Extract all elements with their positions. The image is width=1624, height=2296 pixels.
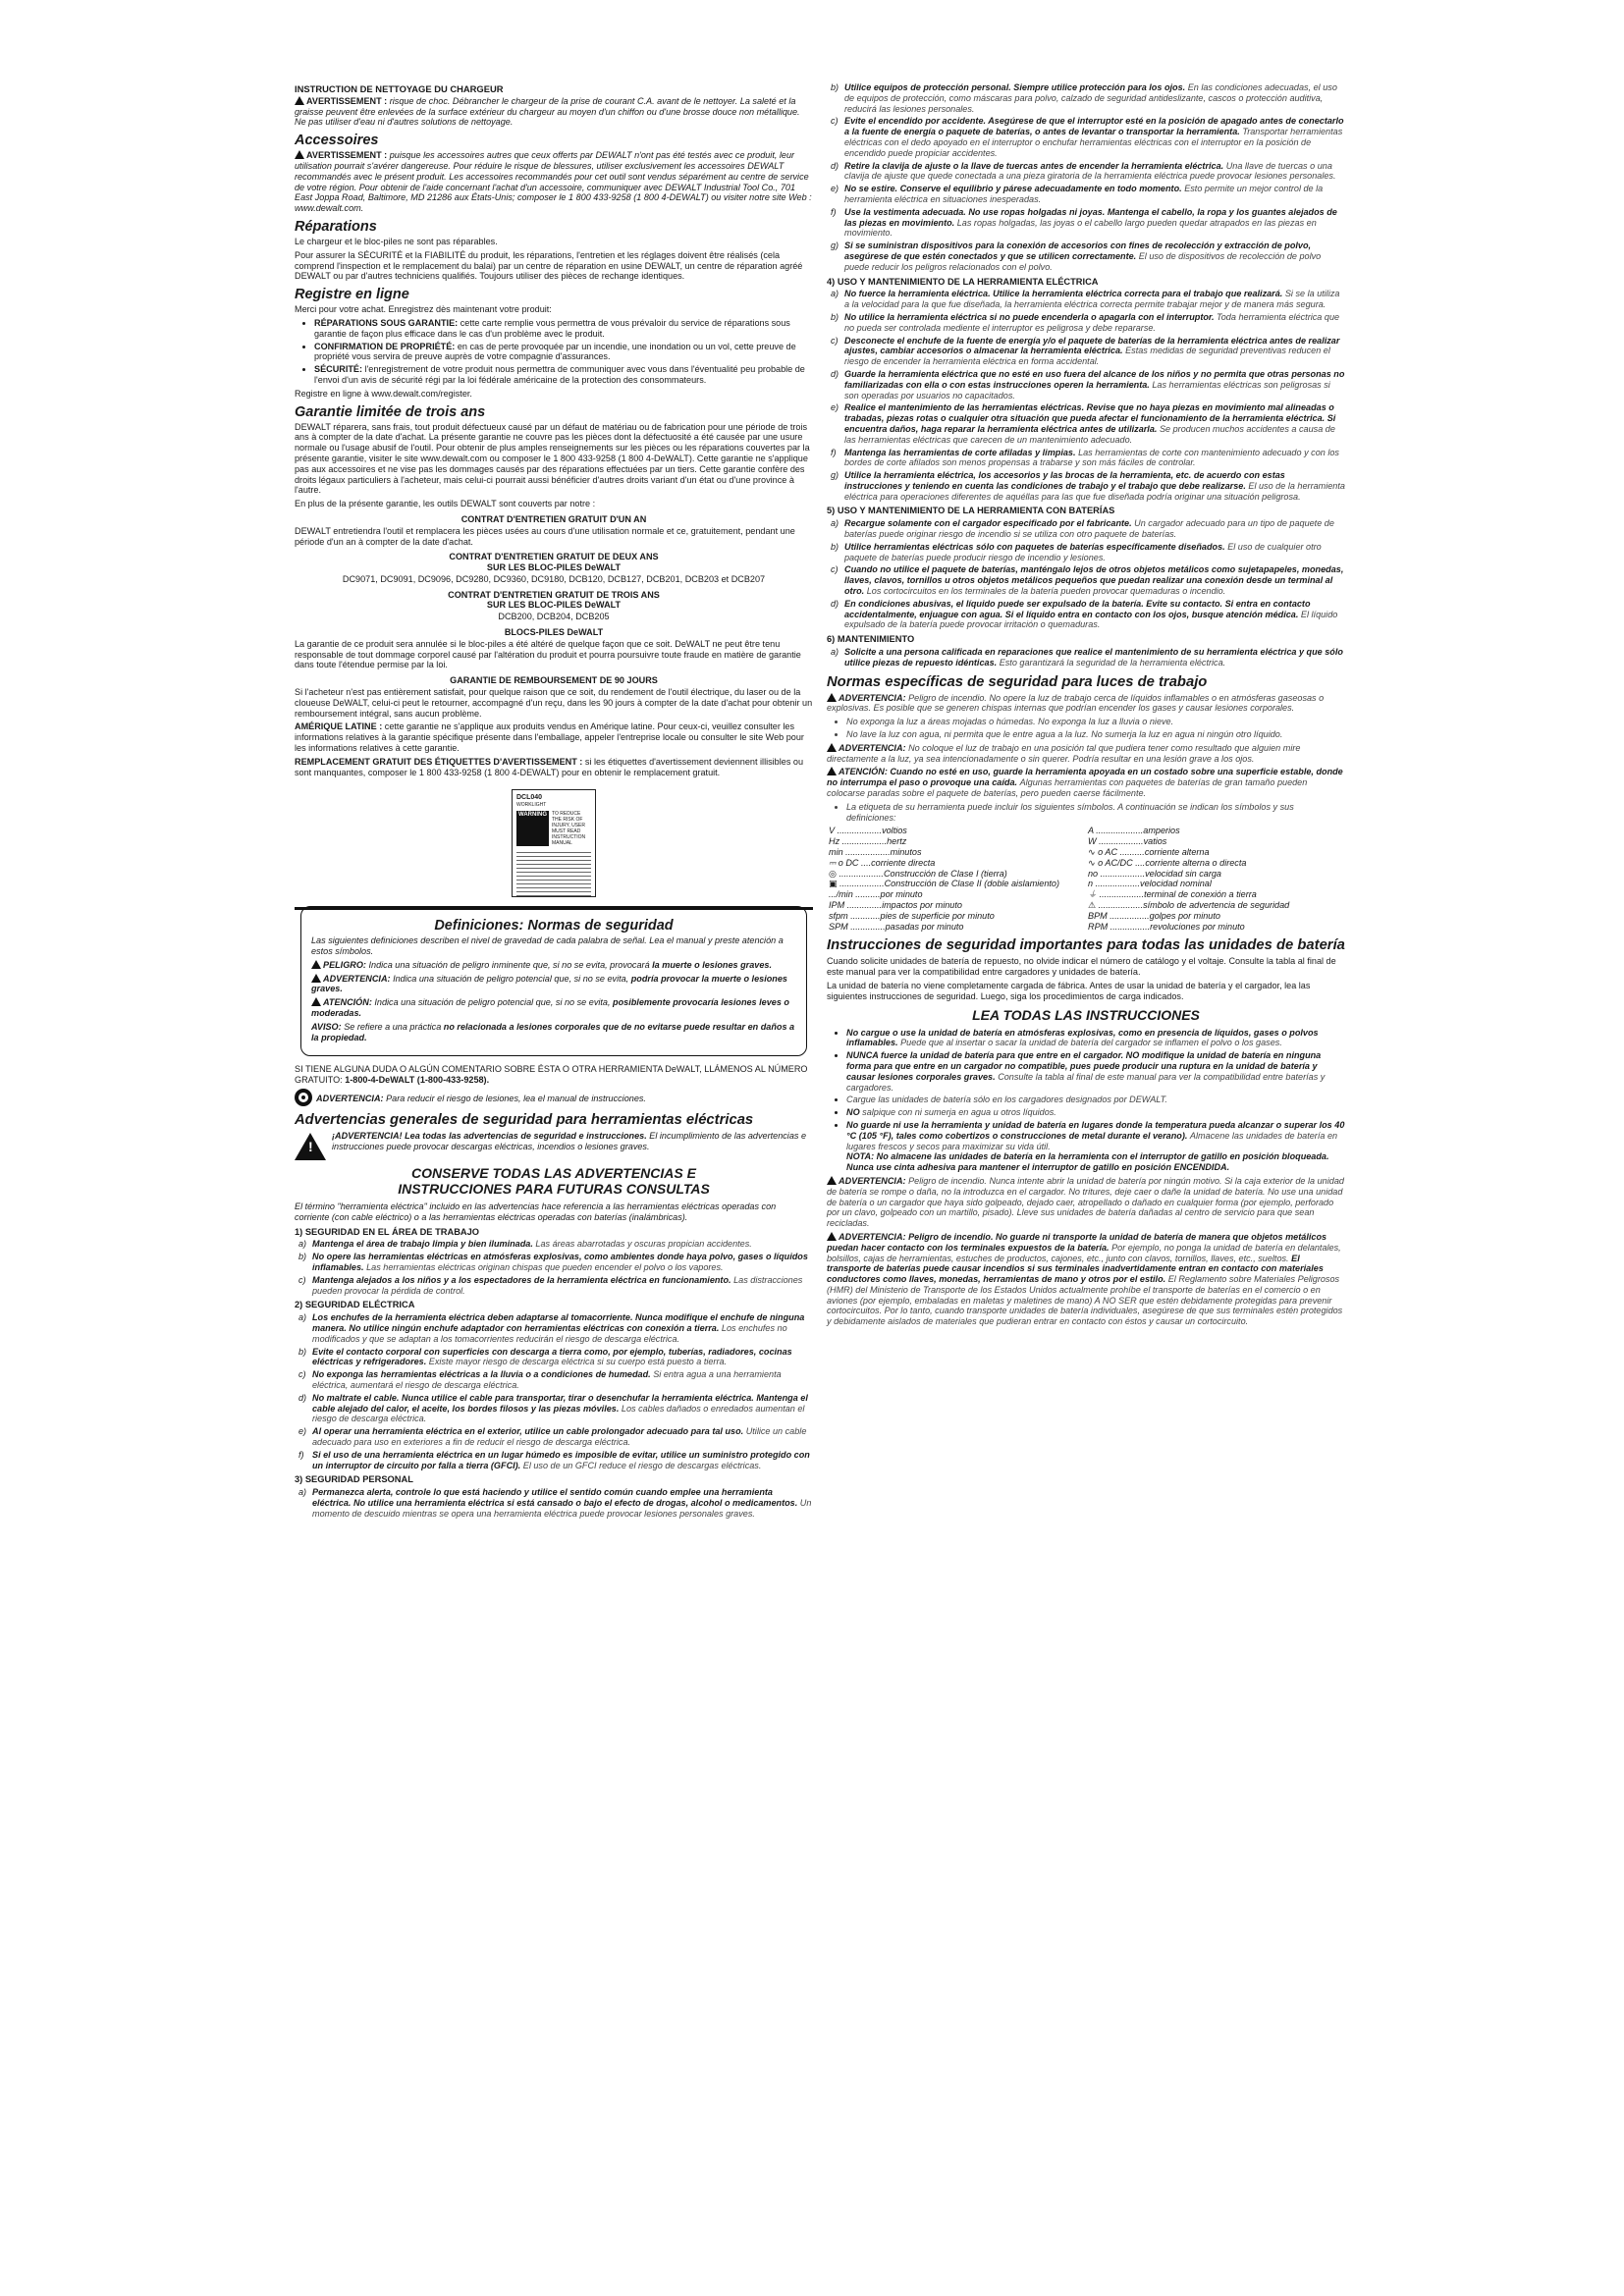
labels-paragraph bbox=[295, 757, 813, 778]
battery-safety-title: Instrucciones de seguridad importantes para todas las unidades de batería bbox=[827, 937, 1345, 954]
registration-title: Registre en ligne bbox=[295, 287, 409, 303]
section-5-list bbox=[827, 518, 1345, 630]
keep-instructions-title bbox=[295, 1165, 813, 1197]
item-text: Consulte la tabla al final de este manual para ver la compatibilidad entre baterías y cargadores. bbox=[846, 1071, 1326, 1093]
def-text: Indica una situación de peligro potencial que, si no se evita, bbox=[393, 973, 629, 984]
item-bold: No exponga las herramientas eléctricas a la lluvia o a condiciones de humedad. bbox=[312, 1369, 651, 1380]
item-text: Las ropas holgadas, las joyas o el cabello largo pueden quedar atrapados en las piezas en movimiento. bbox=[844, 217, 1317, 239]
item-bold: Cuando no utilice el paquete de baterías, manténgalo lejos de otros objetos metálicos como sujetapapeles, monedas, llaves, clavos, tornillos u otros objetos metálicos pequeños que puedan realizar una conexión desde un terminal al otro. bbox=[844, 564, 1344, 597]
item-bold: Permanezca alerta, controle lo que está haciendo y utilice el sentido común cuando emplee una herramienta eléctrica. No utilice una herramienta eléctrica si está cansado o bajo el efecto de drogas, alcohol o medicamentos. bbox=[312, 1487, 798, 1508]
section-5-title: 5) USO Y MANTENIMIENTO DE LA HERRAMIENTA CON BATERÍAS bbox=[827, 506, 1115, 516]
list-item bbox=[298, 1449, 813, 1471]
warning-lead: ADVERTENCIA: bbox=[839, 742, 906, 753]
item-letter: b) bbox=[831, 541, 839, 552]
item-letter: c) bbox=[831, 116, 839, 127]
warning-triangle-icon bbox=[827, 767, 837, 775]
item-bold: Retire la clavija de ajuste o la llave de tuercas antes de encender la herramienta eléctrica. bbox=[844, 160, 1224, 171]
table-cell: no ..................velocidad sin carga bbox=[1088, 868, 1221, 879]
list-item bbox=[831, 598, 1345, 630]
warning-triangle-icon bbox=[311, 974, 321, 983]
section-1-list bbox=[295, 1239, 813, 1296]
table-row bbox=[827, 826, 1345, 836]
item-bold: Utilice herramientas eléctricas sólo con paquetes de baterías específicamente diseñados. bbox=[844, 541, 1225, 552]
list-item bbox=[298, 1346, 813, 1368]
def-tail: podría provocar la muerte o lesiones graves. bbox=[311, 973, 787, 994]
item-text: Existe mayor riesgo de descarga eléctrica si su cuerpo está puesto a tierra. bbox=[428, 1357, 728, 1367]
table-row bbox=[827, 911, 1345, 922]
item-text: Los cables dañados o enredados aumentan el riesgo de descarga eléctrica. bbox=[312, 1403, 805, 1424]
list-item: • La etiqueta de su herramienta puede incluir los siguientes símbolos. A continuación se indican los símbolos y sus definiciones: bbox=[846, 802, 1345, 824]
caution-lead: ATENCIÓN: Cuando no esté en uso, guarde la herramienta apoyada en un costado sobre una superficie estable, donde no interrumpa el paso o provoque una caída. bbox=[827, 767, 1343, 788]
read-manual-warning bbox=[295, 1089, 813, 1106]
item-text: Las herramientas eléctricas originan chispas que pueden encender el polvo o los vapores. bbox=[366, 1261, 724, 1272]
item-bold: Mantenga el área de trabajo limpia y bien iluminada. bbox=[312, 1239, 533, 1250]
list-item bbox=[846, 1050, 1345, 1093]
item-text: Un momento de descuido mientras se opera una herramienta eléctrica puede provocar lesiones personales graves. bbox=[312, 1497, 812, 1519]
worklight-bullets bbox=[827, 717, 1345, 740]
table-row bbox=[827, 922, 1345, 933]
contract-3-subtitle: SUR LES BLOC-PILES DeWALT bbox=[486, 600, 622, 611]
contract-2-title: CONTRAT D'ENTRETIEN GRATUIT DE DEUX ANS bbox=[449, 552, 659, 562]
def-text: Indica una situación de peligro potencial que, si no se evita, bbox=[374, 997, 611, 1008]
section-1-title: 1) SEGURIDAD EN EL ÁREA DE TRABAJO bbox=[295, 1226, 480, 1237]
list-item bbox=[831, 402, 1345, 445]
list-item bbox=[831, 518, 1345, 540]
general-warnings-title: Advertencias generales de seguridad para herramientas eléctricas bbox=[295, 1112, 754, 1128]
cleaning-paragraph bbox=[295, 96, 813, 128]
item-letter: g) bbox=[831, 240, 839, 251]
item-letter: e) bbox=[831, 402, 839, 413]
keep-instructions-text: El término "herramienta eléctrica" incluido en las advertencias hace referencia a las herramientas eléctricas operadas con corriente (con cable eléctrico) o a las herramientas eléctricas operadas con baterías (inalámbricas). bbox=[295, 1201, 777, 1222]
item-letter: d) bbox=[831, 368, 839, 379]
list-item bbox=[831, 335, 1345, 367]
labels-lead: REMPLACEMENT GRATUIT DES ÉTIQUETTES D'AVERTISSEMENT : bbox=[295, 756, 583, 767]
definition-item bbox=[311, 997, 796, 1019]
section-4-title: 4) USO Y MANTENIMIENTO DE LA HERRAMIENTA ELÉCTRICA bbox=[827, 276, 1099, 287]
def-tail: posiblemente provocaría lesiones leves o moderadas. bbox=[311, 997, 789, 1019]
item-text: Los enchufes no modificados y que se adaptan a los tomacorrientes reducirán el riesgo de descarga eléctrica. bbox=[312, 1322, 787, 1344]
table-row bbox=[827, 836, 1345, 847]
list-item bbox=[831, 368, 1345, 400]
table-cell: IPM ..............impactos por minuto bbox=[829, 899, 962, 910]
warning-lead: ADVERTENCIA: bbox=[839, 692, 906, 703]
symbols-table bbox=[827, 826, 1345, 932]
warranty-title: Garantie limitée de trois ans bbox=[295, 403, 486, 420]
item-letter: f) bbox=[831, 447, 837, 457]
item-text: El uso de cualquier otro paquete de baterías puede producir riesgo de incendio y lesiones. bbox=[844, 541, 1322, 562]
warning-triangle-icon bbox=[827, 1232, 837, 1241]
section-3-title: 3) SEGURIDAD PERSONAL bbox=[295, 1474, 413, 1485]
caution-text: Algunas herramientas con paquetes de baterías de gran tamaño pueden colocarse paradas sobre el paquete de baterías, pero pueden caerse fácilmente. bbox=[827, 777, 1308, 799]
warning-tail: El Reglamento sobre Materiales Peligrosos (HMR) del Ministerio de Transporte de los Estados Unidos actualmente prohíbe el transporte de baterías en el comercio o en aviones (por ejemplo, embaladas en maletas y maletines de mano) A NO SER que estén debidamente protegidas para prevenir cortocircuitos. Por lo tanto, cuando transporte unidades de batería individuales, asegúrese de que sus terminales estén protegidos y debidamente aislados de materiales que pudieran entrar en contacto con éstos y causar un cortocircuito. bbox=[827, 1274, 1343, 1327]
registration-list bbox=[295, 318, 813, 386]
item-bold: No se estire. Conserve el equilibrio y párese adecuadamente en todo momento. bbox=[844, 184, 1182, 194]
warning-lead: AVERTISSEMENT : bbox=[306, 150, 388, 161]
list-item bbox=[831, 647, 1345, 668]
item-text: cette carte remplie vous permettra de vous prévaloir du service de réparations sous garantie de façon plus efficace dans le cas d'un problème avec le produit. bbox=[314, 317, 790, 339]
warranty-p1: DEWALT réparera, sans frais, tout produit défectueux causé par un défaut de matériau ou de fabrication pour une période de trois ans à compter de la date d'achat. La présente garantie ne couvre pas les pièces dont la défectuosité a été causée par une usure normale ou l'usage abusif de l'outil. Pour obtenir de plus amples renseignements sur les pièces ou les réparations couvertes par la présente garantie, visiter le site www.dewalt.com ou composer le 1 800 433-9258 (1 800 4-DeWALT). Cette garantie ne s'applique pas aux accessoires et ne vise pas les dommages causés par des réparations effectuées par un tiers. Cette garantie confère des droits légaux particuliers à l'acheteur, mais celui-ci pourrait aussi bénéficier d'autres droits variant d'un état ou d'une province à l'autre. bbox=[295, 421, 810, 496]
battery-bullets bbox=[827, 1028, 1345, 1173]
symbols-intro-list bbox=[827, 802, 1345, 824]
item-note: NOTA: No almacene las unidades de batería en la herramienta con el interruptor de gatillo en posición bloqueada. Nunca use cinta adhesiva para mantener el interruptor de gatillo en posición ENCENDIDA. bbox=[846, 1151, 1329, 1173]
battery-packs-text: La garantie de ce produit sera annulée si le bloc-piles a été altéré de quelque façon que ce soit. DeWALT ne peut être tenu responsable de tout dommage corporel causé par l'altération du produit et pourra poursuivre toute fraude en matière de garantie dans toute l'étendue permise par la loi. bbox=[295, 638, 801, 670]
item-letter: a) bbox=[831, 518, 839, 529]
list-item bbox=[846, 1120, 1345, 1173]
list-item bbox=[298, 1274, 813, 1297]
battery-warning-1 bbox=[827, 1176, 1345, 1229]
cleaning-text: risque de choc. Débrancher le chargeur de la prise de courant C.A. avant de le nettoyer. La saleté et la graisse peuvent être enlevées de la surface extérieur du chargeur au moyen d'un chiffon ou d'une brosse douce non métallique. Ne pas utiliser d'eau ni d'autres solutions de nettoyage. bbox=[295, 95, 800, 128]
item-bold: Evite el encendido por accidente. Asegúrese de que el interruptor esté en la posición de apagado antes de conectarlo a la fuente de energía o paquete de baterías, o antes de levantar o transportar la herramienta. bbox=[844, 116, 1344, 137]
list-item bbox=[831, 447, 1345, 469]
label-fine-print bbox=[516, 849, 591, 896]
table-row bbox=[827, 879, 1345, 889]
list-item bbox=[831, 541, 1345, 563]
list-item bbox=[298, 1392, 813, 1424]
item-text: Las herramientas de corte con mantenimiento adecuado y con los bordes de corte afilados son menos propensas a trabarse y son más fáciles de controlar. bbox=[844, 447, 1339, 468]
list-item bbox=[831, 82, 1345, 114]
item-text: Utilice un cable adecuado para uso en exteriores a fin de reducir el riesgo de descarga eléctrica. bbox=[312, 1426, 807, 1447]
item-bold: Utilice la herramienta eléctrica, los accesorios y las brocas de la herramienta, etc. de acuerdo con estas instrucciones y teniendo en cuenta las condiciones de trabajo y el trabajo que debe realizarse. bbox=[844, 470, 1285, 491]
warning-bold: El transporte de baterías puede causar incendios si sus terminales inadvertidamente entran en contacto con materiales conductores como llaves, monedas, herramientas de mano y otros por el estilo. bbox=[827, 1253, 1324, 1285]
item-text: Esto garantizará la seguridad de la herramienta eléctrica. bbox=[999, 657, 1226, 667]
item-letter: a) bbox=[298, 1487, 307, 1498]
item-bold: No opere las herramientas eléctricas en atmósferas explosivas, como ambientes donde haya polvo, gases o líquidos inflamables. bbox=[312, 1252, 808, 1272]
left-column bbox=[295, 82, 813, 1522]
contract-3-title: CONTRAT D'ENTRETIEN GRATUIT DE TROIS ANS bbox=[448, 589, 660, 600]
label-side-text: TO REDUCE THE RISK OF INJURY, USER MUST READ INSTRUCTION MANUAL bbox=[552, 811, 586, 847]
item-bold: Solicite a una persona calificada en reparaciones que realice el mantenimiento de su herramienta eléctrica y que sólo utilice piezas de repuesto idénticas. bbox=[844, 647, 1343, 667]
list-item bbox=[298, 1239, 813, 1250]
warning-triangle-icon bbox=[827, 693, 837, 702]
contract-3-models: DCB200, DCB204, DCB205 bbox=[498, 612, 610, 622]
table-row bbox=[827, 847, 1345, 858]
warning-lead: ADVERTENCIA: bbox=[839, 1175, 906, 1186]
item-text: Cargue las unidades de batería sólo en los cargadores designados por DEWALT. bbox=[846, 1095, 1167, 1105]
section-2-list bbox=[295, 1312, 813, 1470]
section-3-list-continued bbox=[827, 82, 1345, 273]
table-cell: ⎓ o DC ....corriente directa bbox=[829, 857, 936, 868]
keep-title-line-2: INSTRUCCIONES PARA FUTURAS CONSULTAS bbox=[398, 1181, 710, 1197]
table-row bbox=[827, 869, 1345, 880]
item-text: Se producen muchos accidentes a causa de las herramientas eléctricas que carecen de un mantenimiento adecuado. bbox=[844, 423, 1335, 445]
item-lead: SÉCURITÉ: bbox=[314, 364, 363, 375]
label-model: DCL040 bbox=[516, 794, 543, 802]
item-letter: a) bbox=[831, 647, 839, 658]
item-text: Almacene las unidades de batería en lugares frescos y secos para maximizar su vida útil. bbox=[846, 1130, 1338, 1151]
item-text: Los cortocircuitos en los terminales de la batería pueden provocar quemaduras o incendio. bbox=[866, 586, 1226, 597]
item-bold: Los enchufes de la herramienta eléctrica deben adaptarse al tomacorriente. Nunca modifique el enchufe de ninguna manera. No utilice ningún enchufe adaptador con herramientas eléctricas con conexión a tierra. bbox=[312, 1312, 805, 1333]
list-item bbox=[846, 1095, 1345, 1105]
item-letter: c) bbox=[831, 335, 839, 346]
contact-phone: 1-800-4-DeWALT (1-800-433-9258). bbox=[345, 1075, 490, 1086]
item-text: Estas medidas de seguridad preventivas reducen el riesgo de encender la herramienta eléctrica en forma accidental. bbox=[844, 346, 1330, 367]
section-3-list bbox=[295, 1487, 813, 1519]
definitions-title: Definiciones: Normas de seguridad bbox=[434, 918, 674, 934]
accessories-title: Accessoires bbox=[295, 133, 379, 149]
battery-p1: Cuando solicite unidades de batería de repuesto, no olvide indicar el número de catálogo y el voltaje. Consulte la tabla al final de este manual para ver la compatibilidad entre cargadores y unidades de batería. bbox=[827, 956, 1336, 978]
table-row bbox=[827, 900, 1345, 911]
item-letter: e) bbox=[831, 184, 839, 194]
contact-paragraph bbox=[295, 1064, 813, 1086]
warning-text: Peligro de incendio. Nunca intente abrir la unidad de batería por ningún motivo. Si la caja exterior de la unidad de batería se rompe o daña, no la introduzca en el cargador. No tritures, deje caer o dañe la unidad de batería. No use una unidad de batería o un cargador que haya sido golpeado, dejado caer, atropellado o dañado en cualquier forma (por ejemplo, perforado por un clavo, golpeado con un martillo, pisado). Lleve sus unidades de batería dañadas al centro de servicio para que sean recicladas. bbox=[827, 1175, 1344, 1229]
warning-lead: AVERTISSEMENT : bbox=[306, 95, 388, 106]
item-text: El líquido expulsado de la batería puede provocar irritación o quemaduras. bbox=[844, 609, 1338, 630]
table-cell: ▣ ..................Construcción de Clase II (doble aislamiento) bbox=[829, 879, 1060, 889]
latam-text: cette garantie ne s'applique aux produits vendus en Amérique latine. Pour ceux-ci, veuillez consulter les informations relatives à la garantie spécifique présente dans l'emballage, appeler l'entreprise locale ou consulter le site Web pour les informations relatives à cette garantie. bbox=[295, 721, 804, 754]
table-cell: Hz ..................hertz bbox=[829, 836, 907, 847]
item-letter: b) bbox=[831, 82, 839, 92]
general-warning-text bbox=[332, 1131, 813, 1152]
warning-triangle-icon bbox=[295, 96, 304, 105]
item-letter: c) bbox=[298, 1274, 306, 1285]
right-column bbox=[827, 82, 1345, 1330]
item-text: Un cargador adecuado para un tipo de paquete de baterías puede originar riesgo de incendio si se utiliza con otro paquete de baterías. bbox=[844, 518, 1334, 540]
warning-text: Peligro de incendio. No opere la luz de trabajo cerca de líquidos inflamables o en atmósferas gaseosas o explosivas. Es posible que se generen chispas internas que podrían encender los gases y causar lesiones corporales. bbox=[827, 692, 1325, 714]
item-bold: No utilice la herramienta eléctrica si no puede encenderla o apagarla con el interruptor. bbox=[844, 311, 1215, 322]
refund-title: GARANTIE DE REMBOURSEMENT DE 90 JOURS bbox=[450, 675, 658, 686]
def-text: Indica una situación de peligro inminente que, si no se evita, provocará bbox=[368, 959, 650, 970]
warning-triangle-icon bbox=[311, 997, 321, 1006]
list-item bbox=[314, 364, 813, 386]
warning-triangle-icon bbox=[827, 743, 837, 752]
item-letter: d) bbox=[831, 160, 839, 171]
def-tail: no relacionada a lesiones corporales que de no evitarse puede resultar en daños a la propiedad. bbox=[311, 1021, 795, 1042]
item-letter: g) bbox=[831, 470, 839, 481]
table-cell: W ..................vatios bbox=[1088, 836, 1167, 847]
item-text: Las herramientas eléctricas son peligrosas si son operadas por usuarios no capacitados. bbox=[844, 379, 1330, 400]
table-cell: ∿ o AC ..........corriente alterna bbox=[1088, 847, 1210, 857]
definition-item bbox=[311, 974, 796, 995]
item-letter: b) bbox=[298, 1252, 307, 1262]
battery-warning-2 bbox=[827, 1232, 1345, 1327]
section-6-list bbox=[827, 647, 1345, 668]
item-bold: Mantenga alejados a los niños y a los espectadores de la herramienta eléctrica en funcionamiento. bbox=[312, 1274, 731, 1285]
item-text: El uso de un GFCI reduce el riesgo de descargas eléctricas. bbox=[522, 1460, 762, 1470]
list-item bbox=[831, 564, 1345, 597]
item-bold: Si el uso de una herramienta eléctrica en un lugar húmedo es imposible de evitar, utilice un suministro protegido con un interruptor de circuito por falla a tierra (GFCI). bbox=[312, 1449, 810, 1470]
item-bold: Desconecte el enchufe de la fuente de energía y/o el paquete de baterías de la herramienta eléctrica antes de realizar ajustes, cambiar accesorios o almacenar la herramienta eléctrica. bbox=[844, 335, 1340, 356]
large-warning-triangle-icon: ! bbox=[295, 1133, 326, 1160]
registration-intro: Merci pour votre achat. Enregistrez dès maintenant votre produit: bbox=[295, 304, 552, 315]
warning-lead: ADVERTENCIA: Peligro de incendio. No guarde ni transporte la unidad de batería de manera que objetos metálicos puedan hacer contacto con los terminales expuestos de la batería. bbox=[827, 1231, 1327, 1253]
item-letter: a) bbox=[831, 289, 839, 299]
list-item: • No exponga la luz a áreas mojadas o húmedas. No exponga la luz a lluvia o nieve. bbox=[846, 717, 1345, 727]
item-letter: d) bbox=[298, 1392, 307, 1403]
list-item bbox=[831, 206, 1345, 239]
item-bold: Recargue solamente con el cargador especificado por el fabricante. bbox=[844, 518, 1132, 529]
table-cell: V ..................voltios bbox=[829, 826, 907, 836]
list-item bbox=[846, 1028, 1345, 1049]
item-letter: a) bbox=[298, 1239, 307, 1250]
item-letter: f) bbox=[298, 1449, 304, 1460]
item-text: Las distracciones pueden provocar la pérdida de control. bbox=[312, 1274, 803, 1296]
item-letter: c) bbox=[298, 1369, 306, 1380]
def-tail: la muerte o lesiones graves. bbox=[652, 959, 772, 970]
worklight-warning-2 bbox=[827, 743, 1345, 765]
list-item bbox=[831, 289, 1345, 310]
item-text: salpique con ni sumerja en agua u otros líquidos. bbox=[862, 1107, 1056, 1118]
definition-item bbox=[311, 960, 796, 971]
warning-label-image bbox=[512, 789, 596, 897]
item-text: El uso de dispositivos de recolección de polvo puede reducir los peligros relacionados con el polvo. bbox=[844, 250, 1322, 272]
item-bold: NUNCA fuerce la unidad de batería para que entre en el cargador. NO modifique la unidad de batería en ninguna forma para que entre en un cargador no compatible, pues puede producir una ruptura en la unidad de batería y causar lesiones corporales graves. bbox=[846, 1050, 1322, 1082]
contract-1-text: DEWALT entretiendra l'outil et remplacera les pièces usées au cours d'une utilisation normale et ce, gratuitement, pendant une période d'un an à compter de la date d'achat. bbox=[295, 525, 795, 547]
item-text: Una llave de tuercas o una clavija de ajuste que quede conectada a una pieza giratoria de la herramienta eléctrica puede provocar lesiones personales. bbox=[844, 160, 1336, 182]
repairs-p2: Pour assurer la SÉCURITÉ et la FIABILITÉ du produit, les réparations, l'entretien et les réglages doivent être réalisés (cela comprend l'inspection et le remplacement du balai) par un centre de réparation en usine DEWALT, un centre de réparation agréé DEWALT ou par d'autres techniciens qualifiés. Toujours utiliser des pièces de rechange identiques. bbox=[295, 249, 803, 282]
item-letter: d) bbox=[831, 598, 839, 609]
item-text: Esto permite un mejor control de la herramienta eléctrica en situaciones inesperadas. bbox=[844, 184, 1324, 204]
latam-lead: AMÉRIQUE LATINE : bbox=[295, 721, 383, 732]
item-text: Puede que al insertar o sacar la unidad de batería del cargador se inflamen el polvo o los gases. bbox=[900, 1038, 1282, 1048]
battery-p2: La unidad de batería no viene completamente cargada de fábrica. Antes de usar la unidad de batería y el cargador, lea las siguientes instrucciones de seguridad. Luego, siga los procedimientos de carga indicados. bbox=[827, 980, 1311, 1001]
def-text: Se refiere a una práctica bbox=[344, 1021, 442, 1032]
section-4-list bbox=[827, 289, 1345, 502]
label-subtitle: WORKLIGHT bbox=[516, 802, 547, 809]
warning-triangle-icon bbox=[311, 960, 321, 969]
list-item bbox=[831, 160, 1345, 183]
item-bold: No fuerce la herramienta eléctrica. Utilice la herramienta eléctrica correcta para el trabajo que realizará. bbox=[844, 289, 1283, 299]
table-cell: ∿ o AC/DC ....corriente alterna o directa bbox=[1088, 857, 1247, 868]
list-item bbox=[298, 1252, 813, 1273]
item-text: Las áreas abarrotadas y oscuras propician accidentes. bbox=[535, 1239, 752, 1250]
item-text: En las condiciones adecuadas, el uso de equipos de protección, como máscaras para polvo, calzado de seguridad antideslizante, cascos o protección auditiva, reducirá las lesiones personales. bbox=[844, 82, 1337, 114]
refund-text: Si l'acheteur n'est pas entièrement satisfait, pour quelque raison que ce soit, du rendement de l'outil électrique, du laser ou de la cloueuse DeWALT, celui-ci peut le retourner, accompagné d'un reçu, dans les 90 jours à compter de la date d'achat pour obtenir un remboursement intégral, sans aucun problème. bbox=[295, 687, 813, 719]
accessories-paragraph bbox=[295, 150, 813, 214]
list-item bbox=[831, 311, 1345, 334]
table-cell: ⚠ ..................símbolo de advertencia de seguridad bbox=[1088, 899, 1290, 910]
item-letter: b) bbox=[831, 311, 839, 322]
item-letter: f) bbox=[831, 206, 837, 217]
section-6-title: 6) MANTENIMIENTO bbox=[827, 634, 915, 645]
list-item bbox=[846, 1107, 1345, 1118]
list-item bbox=[298, 1312, 813, 1344]
item-bold: Si se suministran dispositivos para la conexión de accesorios con fines de recolección y extracción de polvo, asegúrese de que estén conectados y que se utilicen correctamente. bbox=[844, 240, 1312, 261]
general-warning bbox=[295, 1131, 813, 1160]
worklight-warning bbox=[827, 693, 1345, 715]
read-manual-icon bbox=[295, 1089, 312, 1106]
contact-text: SI TIENE ALGUNA DUDA O ALGÚN COMENTARIO SOBRE ÉSTA O OTRA HERRAMIENTA DeWALT, LLÁMENOS AL NÚMERO GRATUITO: bbox=[295, 1064, 808, 1086]
list-item bbox=[831, 184, 1345, 205]
table-cell: ⏚ ..................terminal de conexión a tierra bbox=[1088, 889, 1257, 900]
list-item bbox=[298, 1369, 813, 1391]
item-bold: No cargue o use la unidad de batería en atmósferas explosivas, como en presencia de líquidos, gases o polvos inflamables. bbox=[846, 1027, 1319, 1048]
item-letter: b) bbox=[298, 1346, 307, 1357]
item-bold: Utilice equipos de protección personal. Siempre utilice protección para los ojos. bbox=[844, 82, 1186, 92]
table-cell: sfpm ............pies de superficie por minuto bbox=[829, 910, 995, 921]
item-bold: No guarde ni use la herramienta y unidad de batería en lugares donde la temperatura pueda alcanzar o superar los 40 °C (105 °F), tales como cobertizos o construcciones de metal durante el verano). bbox=[846, 1119, 1345, 1141]
keep-title-line-1: CONSERVE TODAS LAS ADVERTENCIAS E bbox=[411, 1165, 696, 1181]
label-warning-bar bbox=[516, 811, 591, 846]
list-item bbox=[314, 342, 813, 363]
section-2-title: 2) SEGURIDAD ELÉCTRICA bbox=[295, 1300, 415, 1310]
latam-paragraph bbox=[295, 721, 813, 753]
warning-triangle-icon bbox=[295, 150, 304, 159]
warranty-p2: En plus de la présente garantie, les outils DEWALT sont couverts par notre : bbox=[295, 499, 596, 509]
item-bold: Guarde la herramienta eléctrica que no esté en uso fuera del alcance de los niños y no permita que otras personas no familiarizadas con ella o con estas instrucciones operen la herramienta. bbox=[844, 368, 1345, 390]
table-cell: ◎ ..................Construcción de Clase I (tierra) bbox=[829, 868, 1007, 879]
general-warning-lead: ¡ADVERTENCIA! Lea todas las advertencias de seguridad e instrucciones. bbox=[332, 1131, 647, 1141]
label-warning: WARNING bbox=[516, 811, 549, 846]
item-lead: CONFIRMATION DE PROPRIÉTÉ: bbox=[314, 341, 456, 351]
list-item bbox=[831, 116, 1345, 158]
worklight-caution bbox=[827, 767, 1345, 798]
item-bold: No maltrate el cable. Nunca utilice el cable para transportar, tirar o desenchufar la herramienta eléctrica. Mantenga el cable alejado del calor, el aceite, los bordes filosos y las piezas móviles. bbox=[312, 1392, 808, 1414]
table-cell: BPM ................golpes por minuto bbox=[1088, 910, 1220, 921]
item-text: El uso de la herramienta eléctrica para operaciones diferentes de aquéllas para las que fue diseñada podría originar una situación peligrosa. bbox=[844, 480, 1345, 502]
def-lead: PELIGRO: bbox=[323, 959, 366, 970]
list-item bbox=[831, 240, 1345, 272]
list-item bbox=[314, 318, 813, 340]
table-cell: RPM ................revoluciones por minuto bbox=[1088, 921, 1245, 932]
read-manual-text: Para reducir el riesgo de lesiones, lea el manual de instrucciones. bbox=[386, 1094, 646, 1103]
item-bold: NO bbox=[846, 1107, 860, 1118]
registration-link[interactable]: Registre en ligne à www.dewalt.com/register. bbox=[295, 388, 472, 399]
worklight-rules-title: Normas específicas de seguridad para luces de trabajo bbox=[827, 673, 1208, 690]
labels-text: si les étiquettes d'avertissement deviennent illisibles ou sont manquantes, composer le 1 800 433-9258 (1 800 4-DEWALT) pour en obtenir le remplacement gratuit. bbox=[295, 756, 804, 777]
list-item bbox=[831, 470, 1345, 502]
item-text: Toda herramienta eléctrica que no pueda ser controlada mediente el interruptor es peligrosa y debe repararse. bbox=[844, 311, 1340, 333]
warning-text: No coloque el luz de trabajo en una posición tal que pudiera tener como resultado que alguien mire directamente a la luz, ya sea intencionadamente o sin querer. Podría resultar en una lesión grave a los ojos. bbox=[827, 742, 1301, 764]
read-manual-lead: ADVERTENCIA: bbox=[316, 1094, 384, 1103]
item-text: l'enregistrement de votre produit nous permettra de communiquer avec vous dans l'éventualité peu probable de l'envoi d'un avis de sécurité régi par la loi fédérale américaine de la protection des consommateurs. bbox=[314, 364, 805, 385]
item-letter: e) bbox=[298, 1426, 307, 1437]
contract-2-subtitle: SUR LES BLOC-PILES DeWALT bbox=[486, 562, 622, 573]
table-cell: min ..................minutos bbox=[829, 847, 922, 857]
item-bold: Use la vestimenta adecuada. No use ropas holgadas ni joyas. Mantenga el cabello, la ropa y los guantes alejados de las piezas en movimiento. bbox=[844, 206, 1337, 228]
table-row bbox=[827, 889, 1345, 900]
warning-text: Por ejemplo, no ponga la unidad de batería en delantales, bolsillos, cajas de herramientas, estuches de productos, cajones, etc., junto con clavos, tornillos, llaves, etc., sueltos. bbox=[827, 1242, 1341, 1263]
cleaning-title: INSTRUCTION DE NETTOYAGE DU CHARGEUR bbox=[295, 83, 504, 94]
list-item: • No lave la luz con agua, ni permita que le entre agua a la luz. No sumerja la luz en agua ni ningún otro líquido. bbox=[846, 729, 1345, 740]
list-item bbox=[298, 1487, 813, 1519]
item-bold: Al operar una herramienta eléctrica en el exterior, utilice un cable prolongador adecuado para tal uso. bbox=[312, 1426, 744, 1437]
contract-2-models: DC9071, DC9091, DC9096, DC9280, DC9360, DC9180, DCB120, DCB127, DCB201, DCB203 et DCB207 bbox=[342, 573, 766, 584]
battery-packs-title: BLOCS-PILES DeWALT bbox=[504, 627, 604, 638]
table-row bbox=[827, 858, 1345, 869]
table-cell: n ..................velocidad nominal bbox=[1088, 879, 1212, 889]
definitions-intro: Las siguientes definiciones describen el nivel de gravedad de cada palabra de señal. Lea el manual y preste atención a estos símbolos. bbox=[311, 935, 784, 957]
item-text: Transportar herramientas eléctricas con el dedo apoyado en el interruptor o enchufar herramientas eléctricas con el interruptor en la posición de encendido puede propiciar accidentes. bbox=[844, 127, 1343, 158]
def-lead: ATENCIÓN: bbox=[323, 997, 372, 1008]
item-text: Si entra agua a una herramienta eléctrica, aumentará el riesgo de descarga eléctrica. bbox=[312, 1369, 782, 1390]
def-lead: AVISO: bbox=[311, 1021, 342, 1032]
table-cell: .../min ..........por minuto bbox=[829, 889, 923, 900]
def-lead: ADVERTENCIA: bbox=[323, 973, 391, 984]
item-text: Si se la utiliza a la velocidad para la que fue diseñada, la herramienta eléctrica correcta permite trabajar mejor y de manera más segura. bbox=[844, 289, 1340, 310]
general-warning-body: El incumplimiento de las advertencias e instrucciones puede provocar descargas eléctricas, incendios o lesiones graves. bbox=[332, 1131, 807, 1151]
table-cell: A ...................amperios bbox=[1088, 826, 1180, 836]
item-text: en cas de perte provoquée par un incendie, une inondation ou un vol, cette preuve de propriété vous servira de preuve auprès de votre compagnie d'assurances. bbox=[314, 341, 796, 362]
item-bold: En condiciones abusivas, el líquido puede ser expulsado de la batería. Evite su contacto. Si entra en contacto accidentalmente, enjuague con agua. Si el líquido entra en contacto con los ojos, busque atención médica. bbox=[844, 598, 1311, 619]
list-item bbox=[298, 1426, 813, 1448]
accessories-text: puisque les accessoires autres que ceux offerts par DEWALT n'ont pas été testés avec ce produit, leur utilisation pourrait s'avérer dangereuse. Pour réduire le risque de blessures, utiliser exclusivement les accessoires DEWALT recommandés avec le présent produit. Les accessoires recommandés pour cet outil sont vendus séparément au centre de service de votre région. Pour obtenir de l'aide concernant l'achat d'un accessoire, communiquer avec DEWALT Industrial Tool Co., 701 East Joppa Road, Baltimore, MD 21286 aux États-Unis; composer le 1 800 433-9258 (1 800 4-DEWALT) ou visiter notre site Web : www.dewalt.com. bbox=[295, 150, 812, 214]
item-lead: RÉPARATIONS SOUS GARANTIE: bbox=[314, 317, 459, 328]
item-bold: Evite el contacto corporal con superficies con descarga a tierra como, por ejemplo, tuberías, radiadores, cocinas eléctricas y refrigeradores. bbox=[312, 1346, 792, 1367]
repairs-p1: Le chargeur et le bloc-piles ne sont pas réparables. bbox=[295, 236, 498, 246]
definition-item bbox=[311, 1022, 796, 1043]
warning-triangle-icon bbox=[827, 1176, 837, 1185]
item-bold: Realice el mantenimiento de las herramientas eléctricas. Revise que no haya piezas en movimiento mal alineadas o trabadas, piezas rotas o cualquier otra situación que pueda afectar el funcionamiento de la herramienta eléctrica. Si encuentra daños, haga reparar la herramienta eléctrica antes de utilizarla. bbox=[844, 402, 1336, 434]
item-letter: c) bbox=[831, 564, 839, 575]
repairs-title: Réparations bbox=[295, 218, 377, 235]
item-letter: a) bbox=[298, 1312, 307, 1323]
item-bold: Mantenga las herramientas de corte afiladas y limpias. bbox=[844, 447, 1076, 457]
read-all-instructions-title: LEA TODAS LAS INSTRUCCIONES bbox=[972, 1006, 1200, 1023]
contract-1-title: CONTRAT D'ENTRETIEN GRATUIT D'UN AN bbox=[460, 513, 647, 524]
table-cell: SPM ..............pasadas por minuto bbox=[829, 921, 964, 932]
definitions-box bbox=[300, 906, 807, 1056]
